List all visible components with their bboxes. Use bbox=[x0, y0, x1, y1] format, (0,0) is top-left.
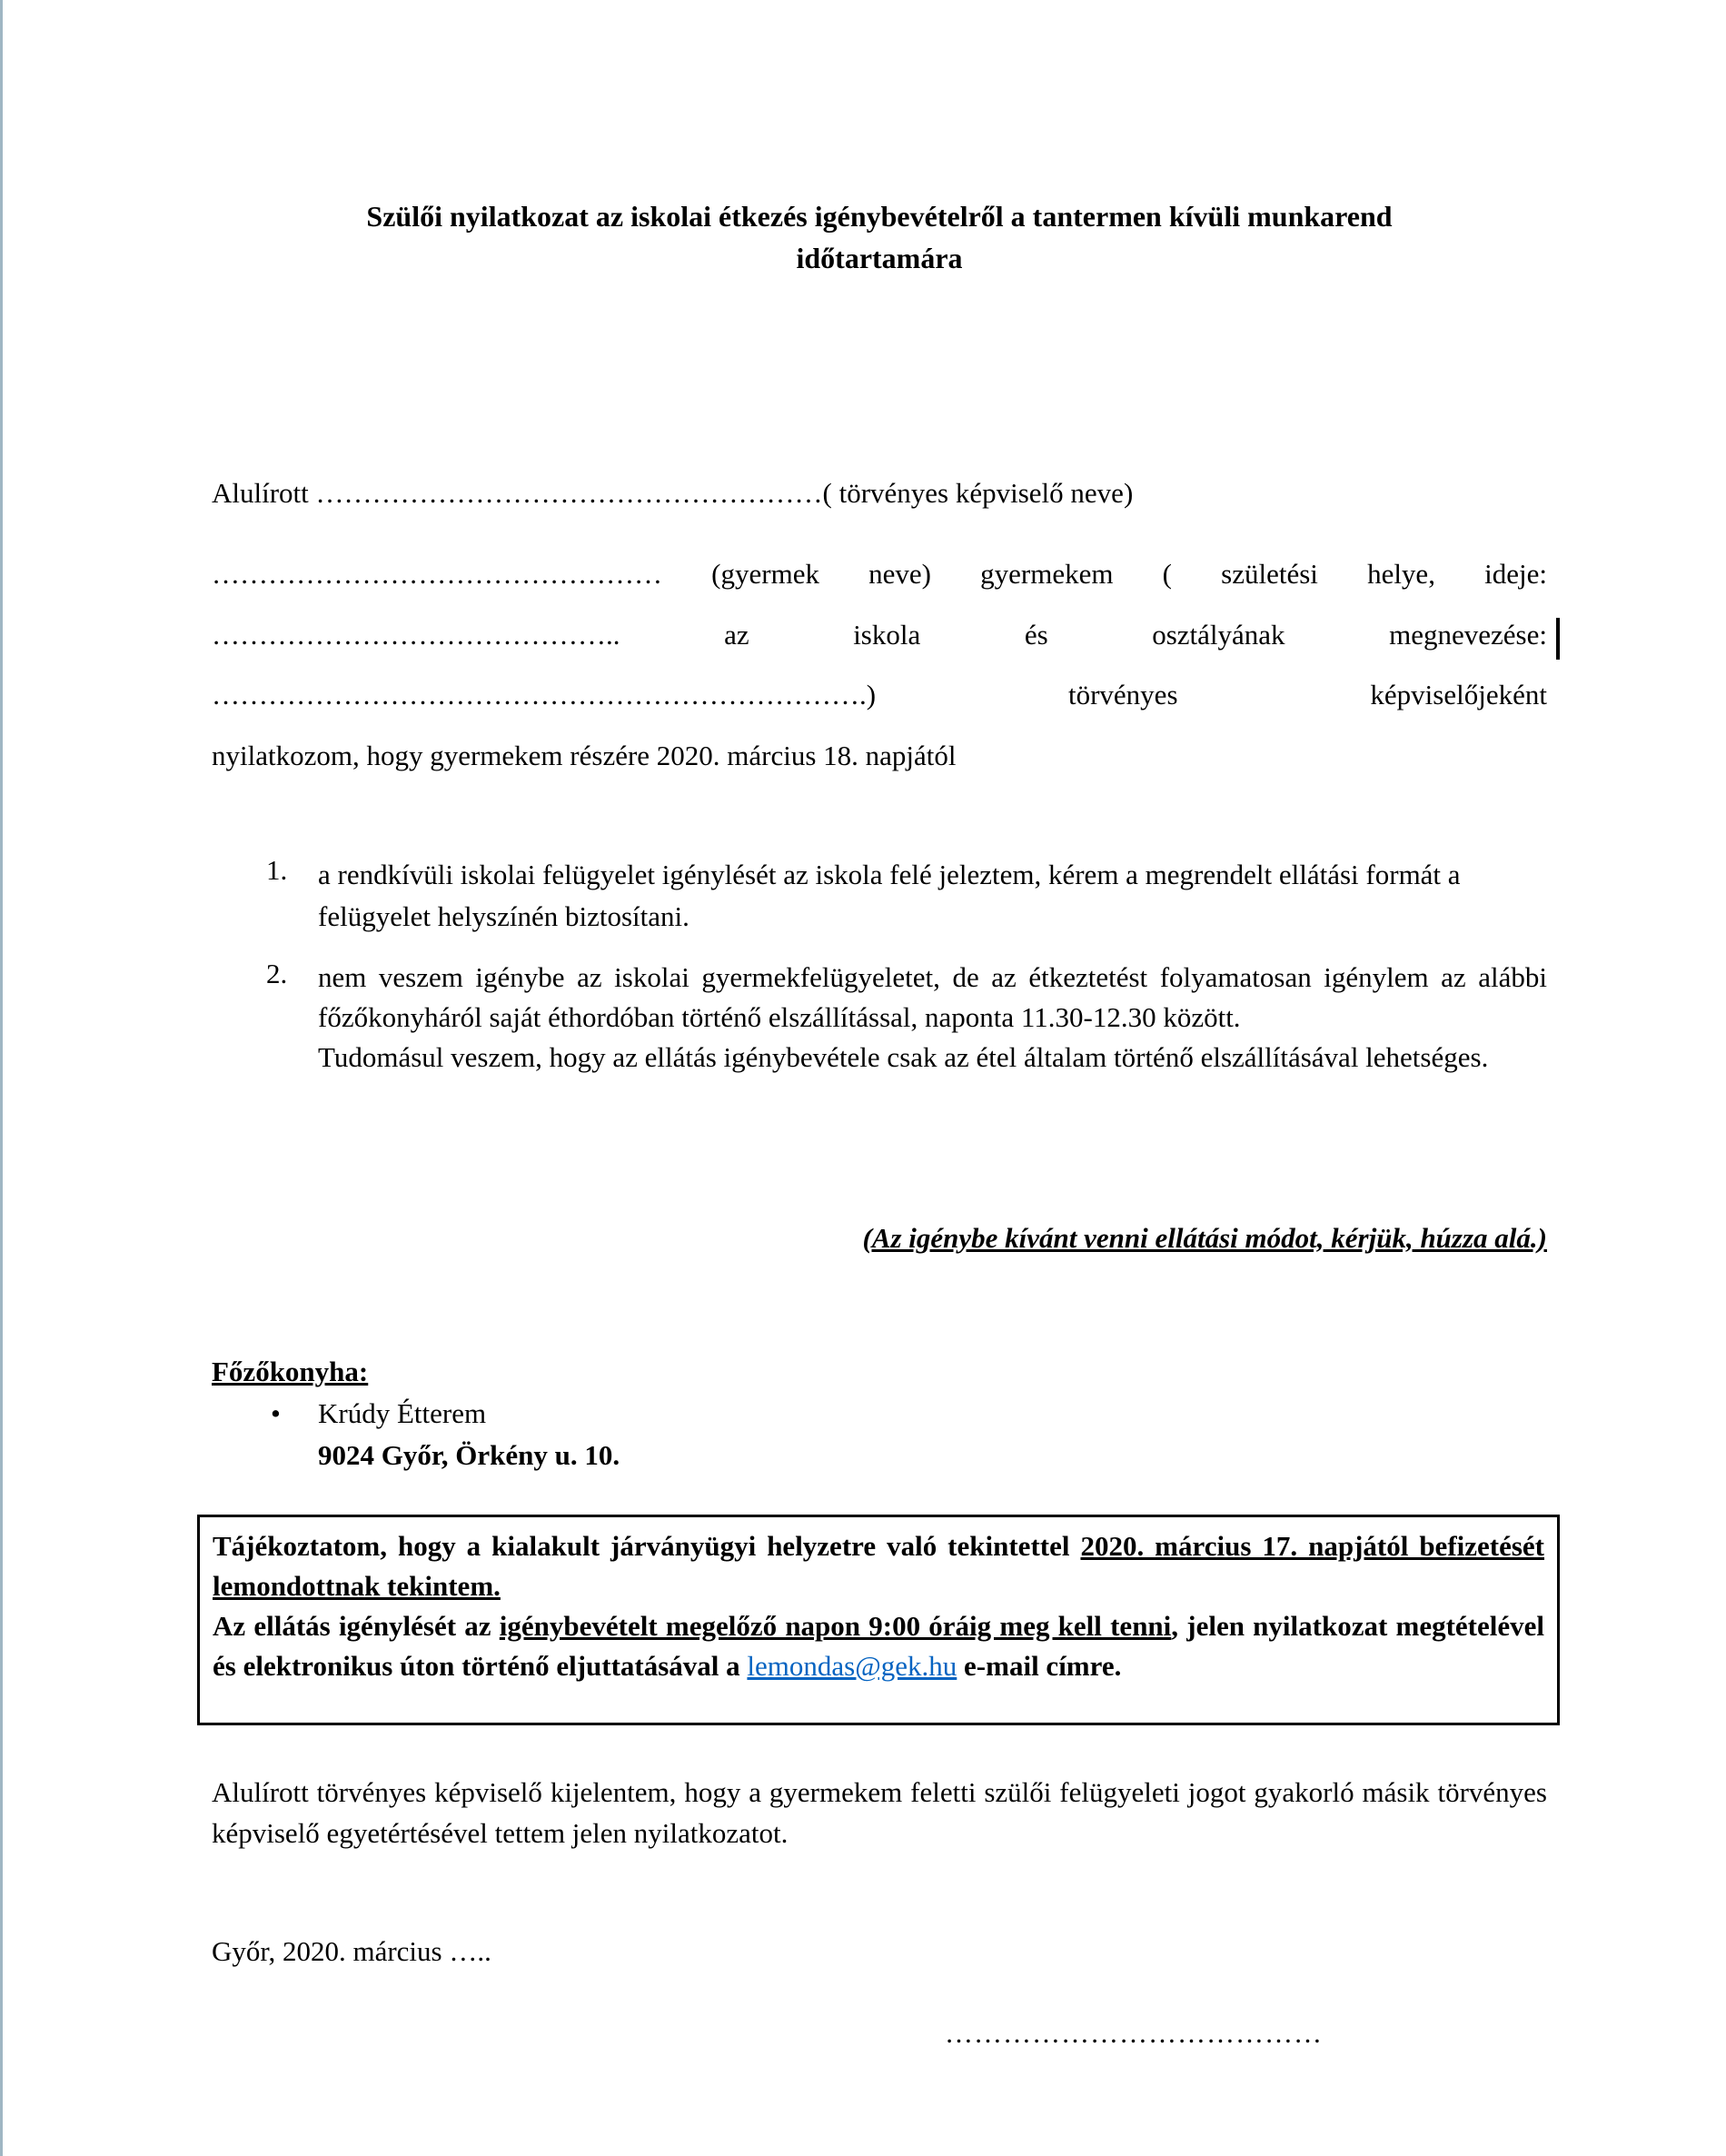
word: törvényes bbox=[1067, 679, 1178, 710]
option-item-2[interactable] bbox=[266, 958, 1547, 1078]
word: osztályának bbox=[1152, 619, 1285, 651]
place-date: Győr, 2020. március ….. bbox=[212, 1935, 491, 1967]
underline-instruction: (Az igénybe kívánt venni ellátási módot, kérjük, húzza alá.) bbox=[862, 1222, 1547, 1254]
word: (gyermek bbox=[711, 558, 819, 590]
word: megnevezése: bbox=[1389, 619, 1547, 651]
word: …………………………………….. bbox=[212, 619, 620, 651]
option-note: Tudomásul veszem, hogy az ellátás igénybevétele csak az étel általam történő elszállításával lehetséges. bbox=[318, 1041, 1489, 1073]
info-text-2: Az ellátás igénylését az bbox=[213, 1610, 500, 1642]
word: neve) bbox=[868, 558, 931, 590]
signature-line: ………………………………… bbox=[945, 2017, 1323, 2049]
options-list bbox=[266, 854, 1547, 1098]
option-number: 1. bbox=[266, 854, 288, 886]
intro-line-4 bbox=[212, 674, 1547, 735]
option-text-block bbox=[318, 958, 1547, 1078]
kitchen-name: Krúdy Étterem bbox=[318, 1397, 487, 1429]
option-text: a rendkívüli iskolai felügyelet igénylését az iskola felé jeleztem, kérem a megrendelt ellátási formát a felügyelet helyszínén biztosítani. bbox=[318, 859, 1461, 932]
info-text-3: , jelen nyilatkozat megtételével és elektronikus úton történő eljuttatásával a bbox=[213, 1610, 1544, 1682]
word: helye, bbox=[1367, 558, 1435, 590]
word: ideje: bbox=[1484, 558, 1547, 590]
info-box bbox=[197, 1515, 1560, 1725]
word: ( bbox=[1162, 558, 1172, 590]
intro-line-3 bbox=[212, 614, 1547, 674]
kitchen-heading: Főzőkonyha: bbox=[212, 1356, 369, 1387]
info-text-4: e-mail címre. bbox=[957, 1650, 1122, 1682]
window-left-border bbox=[0, 0, 3, 2156]
kitchen-section bbox=[212, 1351, 620, 1476]
word: gyermekem bbox=[980, 558, 1114, 590]
info-text-1: Tájékoztatom, hogy a kialakult járványügyi helyzetre való tekintettel bbox=[213, 1530, 1081, 1562]
word: születési bbox=[1221, 558, 1318, 590]
document-title bbox=[212, 195, 1547, 279]
word: az bbox=[724, 619, 749, 651]
title-line-1: Szülői nyilatkozat az iskolai étkezés igénybevételről a tantermen kívüli munkarend bbox=[366, 200, 1393, 233]
kitchen-address: 9024 Győr, Örkény u. 10. bbox=[318, 1439, 620, 1471]
option-item-1[interactable] bbox=[266, 854, 1547, 938]
kitchen-list-item bbox=[271, 1393, 620, 1476]
option-text: nem veszem igénybe az iskolai gyermekfelügyeletet, de az étkeztetést folyamatosan igénylem az alábbi főzőkonyháról saját éthordóban történő elszállítással, naponta 11.30-12.30 között. bbox=[318, 961, 1547, 1033]
word: …………………………………………………………….) bbox=[212, 679, 877, 710]
word: iskola bbox=[853, 619, 921, 651]
bullet-icon: • bbox=[271, 1397, 281, 1429]
email-link[interactable]: lemondas@gek.hu bbox=[747, 1650, 957, 1682]
declaration-paragraph: Alulírott törvényes képviselő kijelentem, hogy a gyermekem feletti szülői felügyeleti jogot gyakorló másik törvényes képviselő egyetértésével tettem jelen nyilatkozatot. bbox=[212, 1776, 1547, 1849]
intro-line-2 bbox=[212, 553, 1547, 614]
word: és bbox=[1024, 619, 1048, 651]
intro-paragraph bbox=[212, 472, 1547, 796]
intro-line-5: nyilatkozom, hogy gyermekem részére 2020. március 18. napjától bbox=[212, 740, 957, 771]
intro-line-1: Alulírott ………………………………………………( törvényes képviselő neve) bbox=[212, 477, 1134, 509]
option-number: 2. bbox=[266, 958, 288, 989]
title-line-2: időtartamára bbox=[796, 242, 963, 274]
info-deadline: igénybevételt megelőző napon 9:00 óráig meg kell tenni bbox=[499, 1610, 1172, 1642]
text-cursor bbox=[1556, 618, 1560, 660]
word: képviselőjeként bbox=[1370, 679, 1547, 710]
info-cancel-date: 2020. március 17. napjától befizetését lemondottnak tekintem. bbox=[213, 1530, 1545, 1602]
word: ………………………………………… bbox=[212, 558, 662, 590]
